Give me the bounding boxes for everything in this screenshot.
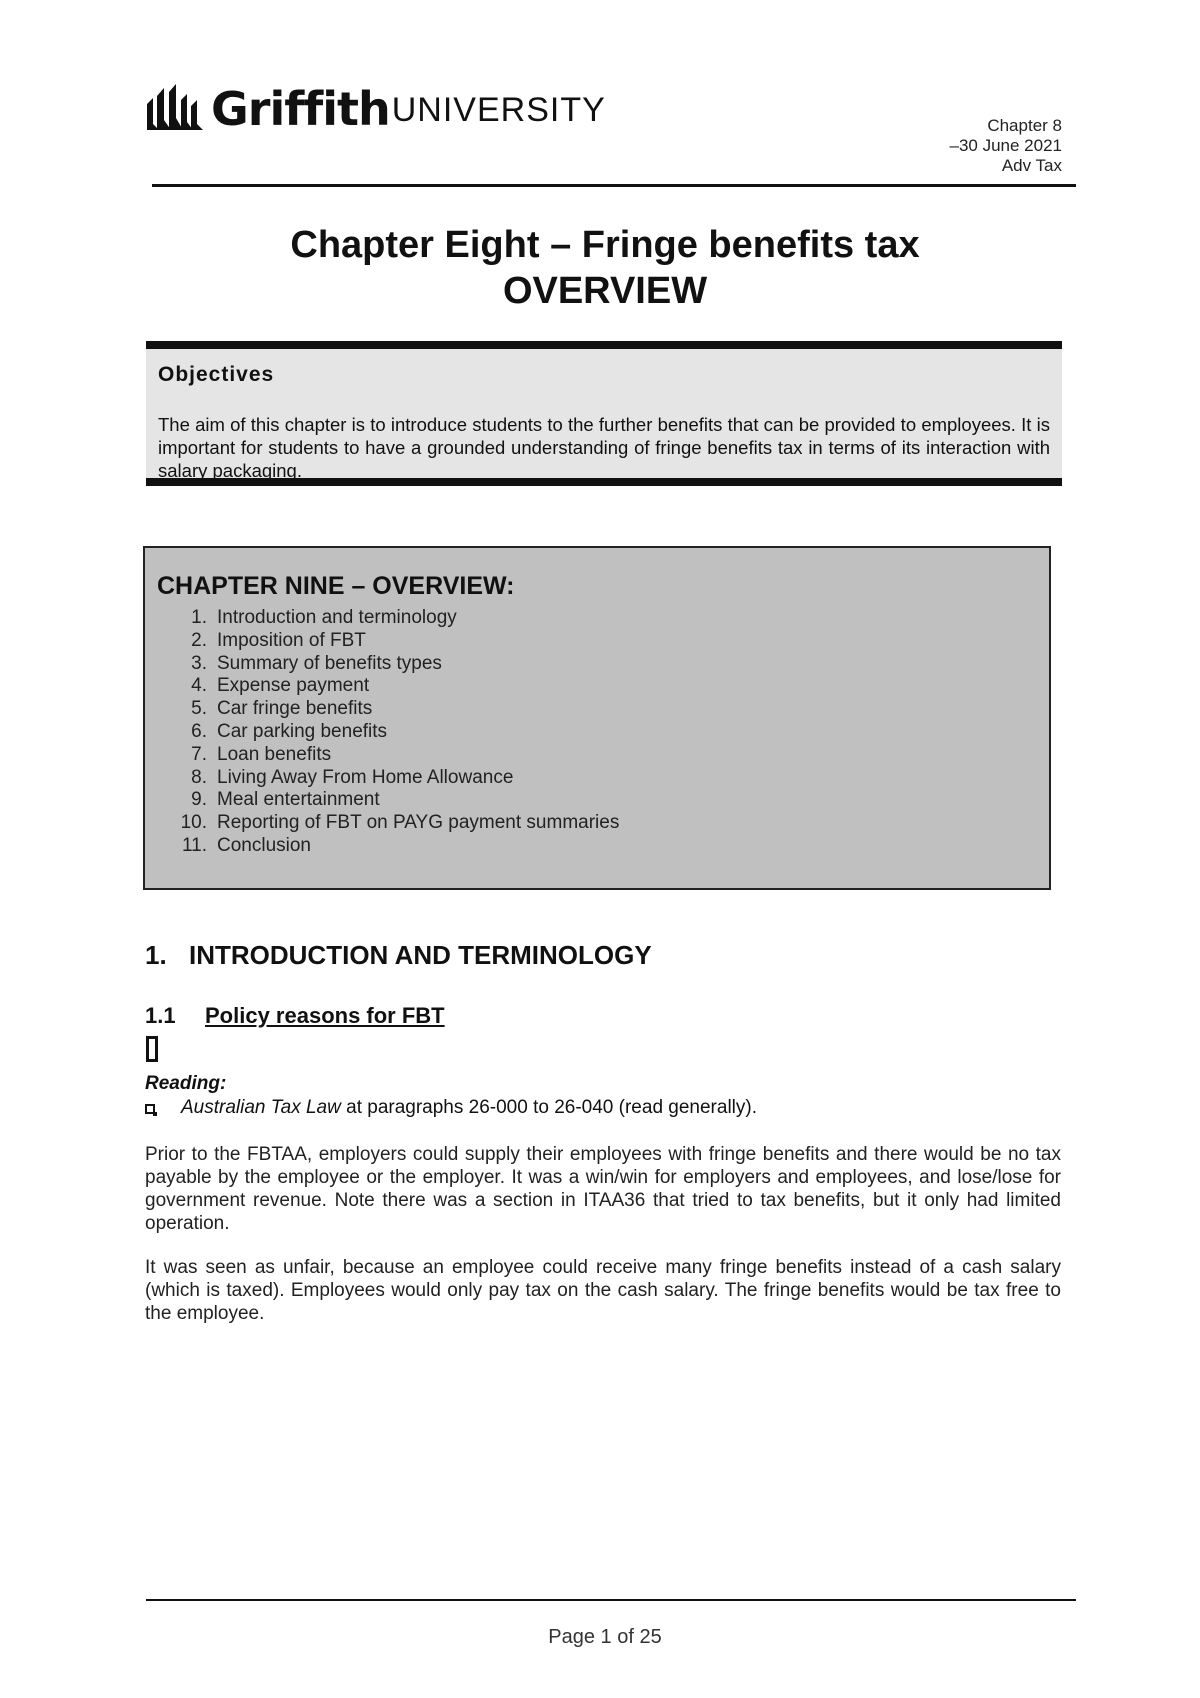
header-meta xyxy=(950,116,1063,176)
section-number: 1. xyxy=(145,940,167,970)
griffith-emblem-icon xyxy=(145,84,205,132)
book-icon xyxy=(146,1036,158,1062)
section-heading xyxy=(145,940,652,971)
section-title: INTRODUCTION AND TERMINOLOGY xyxy=(189,940,652,970)
reading-source: Australian Tax Law xyxy=(181,1097,341,1118)
title-line-1: Chapter Eight – Fringe benefits tax xyxy=(290,224,920,266)
subsection-title: Policy reasons for FBT xyxy=(205,1003,445,1028)
paragraph-1: Prior to the FBTAA, employers could supply their employees with fringe benefits and there would be no tax payable by the employee or the employer. It was a win/win for employers and employees, and lose/lose for government revenue. Note there was a section in ITAA36 that tried to tax benefits, but it only had limited operation. xyxy=(145,1144,1061,1234)
overview-list xyxy=(157,607,1037,858)
paragraph-2: It was seen as unfair, because an employee could receive many fringe benefits instead of a cash salary (which is taxed). Employees would only pay tax on the cash salary. The fringe benefits would be tax free to the employee. xyxy=(145,1257,1061,1324)
meta-date: –30 June 2021 xyxy=(949,136,1062,155)
griffith-logo xyxy=(145,82,606,136)
logo-university-text: UNIVERSITY xyxy=(391,91,606,129)
list-item: 7. Loan benefits xyxy=(191,743,332,765)
list-item: 9. Meal entertainment xyxy=(191,789,380,811)
header-divider xyxy=(152,184,1076,187)
overview-heading: CHAPTER NINE – OVERVIEW: xyxy=(157,572,515,600)
objectives-text: The aim of this chapter is to introduce students to the further benefits that can be provided to employees. It is important for students to have a grounded understanding of fringe benefits tax in terms of its interaction with salary packaging. xyxy=(158,414,1050,481)
meta-course: Adv Tax xyxy=(1001,156,1062,175)
page-title xyxy=(0,222,1200,314)
footer-divider xyxy=(146,1599,1076,1601)
reading-label: Reading: xyxy=(145,1073,227,1094)
title-line-2: OVERVIEW xyxy=(502,270,708,312)
objectives-box xyxy=(146,341,1062,486)
chapter-overview-box xyxy=(143,546,1051,890)
list-item: 2. Imposition of FBT xyxy=(191,629,366,651)
reading-detail: at paragraphs 26-000 to 26-040 (read generally). xyxy=(340,1097,757,1118)
logo-wordmark: Griffith xyxy=(211,82,390,136)
reading-list-item xyxy=(145,1097,757,1119)
meta-chapter: Chapter 8 xyxy=(987,116,1062,135)
list-item: 3. Summary of benefits types xyxy=(191,652,442,674)
list-item: 8. Living Away From Home Allowance xyxy=(191,766,514,788)
checkbox-bullet-icon xyxy=(145,1104,155,1114)
list-item: 11. Conclusion xyxy=(181,834,311,856)
subsection-number: 1.1 xyxy=(145,1003,176,1028)
list-item: 10. Reporting of FBT on PAYG payment summaries xyxy=(180,812,620,834)
list-item: 6. Car parking benefits xyxy=(191,720,388,742)
list-item: 5. Car fringe benefits xyxy=(191,698,373,720)
page-number: Page 1 of 25 xyxy=(548,1626,662,1648)
objectives-heading: Objectives xyxy=(158,363,275,386)
list-item: 1. Introduction and terminology xyxy=(191,607,457,628)
list-item: 4. Expense payment xyxy=(191,675,370,697)
subsection-heading xyxy=(145,1003,445,1029)
